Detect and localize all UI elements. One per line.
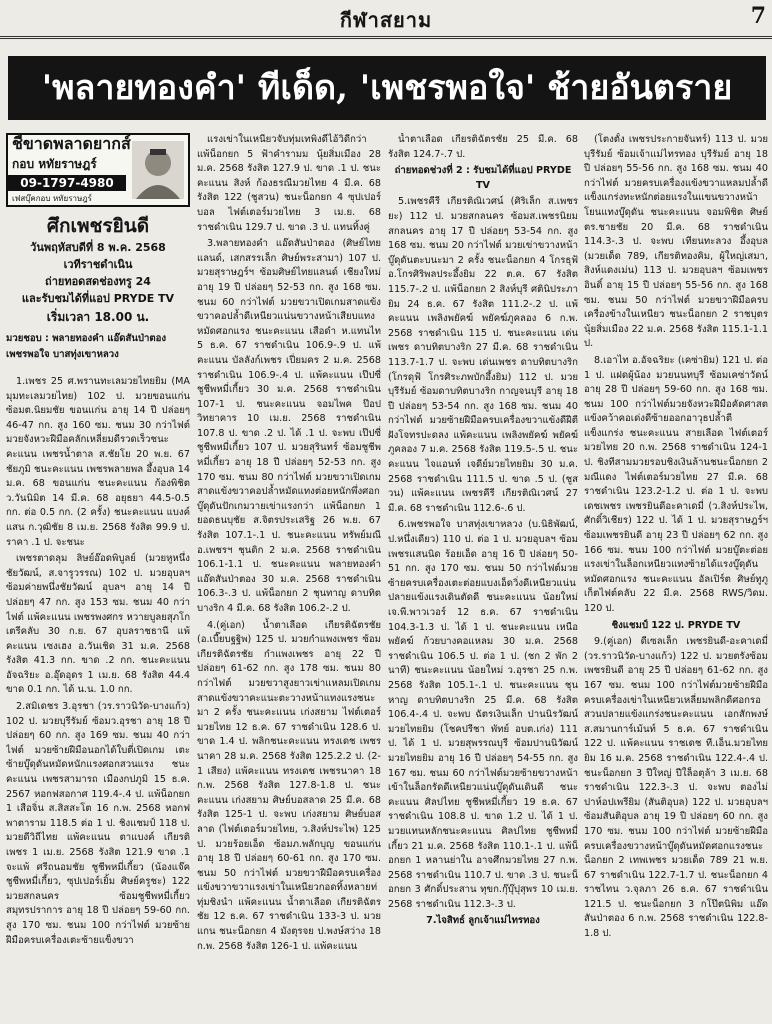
tip-1: พลายทองคำ แอ๊ดสันป่าตอง [52, 333, 167, 344]
columnist-name: กอบ หทัยราษฎร์ [12, 157, 97, 171]
column-4 [584, 133, 768, 1019]
columnist-phone: 09-1797-4980 [8, 175, 126, 191]
tips-label: มวยชอบ : [6, 333, 49, 344]
article-paragraph: 2.สมิเดชร 3.อุรชา (วร.ราวนิวัด-บางแก้ว) 102 ป. มวยบุรีรัมย์ ซ้อมว.อุรชา อายุ 18 ปี ปล่อยๆ 60 กก. สูง 169 ซม. ชนม 40 กว่าไฟต์ มวยซ้ายฝีมือนอกได้ใบตี่เปิดเกม เตะซ้ายบู๊ดุดันหมัดหนักแรงศอกสวนแรง ชนะคะแนน เพชรสามารถ เมืองกปภูมิ 15 ธ.ค. 2567 หอกฟสอกาศ 119.4-.4 ป. แพ้น็อกยก 1 เสือจิ่น ส.สิสสะโต 16 ก.พ. 2568 หอกฟพาตาราม 118.5 ต่อ 1 ป. ชิงแชมป์ 118 ป. มวยดีวิถีไทย แพ้คะแนน ตาแบงค์ เกียรติเพชร 1 เม.ย. 2568 รังสิต 121.9 ขาด .1 จะแพ้ ศรีถนอมชัย ชูชีพหมี่เกี้ยว (น้องแจ๊ค ชูชีพหมี่เกี้ยว, ซุปเปอร์เยิ้ม ศิษย์ครูชะ) 122 มวยสกลนคร ซ้อมชูชีพหมี่เกี้ยว สมุทรปราการ อายุ 18 ปี ปล่อยๆ 59-60 กก. สูง 170 ซม. ชนม 100 กว่าไฟต์ มวยซ้ายฝีมือครบเครื่องเตะซ้ายแข็งขวา [6, 701, 190, 946]
article-paragraph: 8.เอาไท อ.อัจฉริยะ (เคซ่ายิม) 121 ป. ต่อ 1 ป. แฝดผู้น้อง มวยนนทบุรี ซ้อมเคซ่าวัดน์ อายุ 28 ปี ปล่อยๆ 59-60 กก. สูง 168 ซม. ชนม 100 กว่าไฟต์มวยจังหวะฝีมือคัดศาสตแข้งคว้าคอเด่งดีซ้ายออกอาวุธปล้ำตีแข็งแกร่ง ชนะคะแนน สายเลือด ไฟต์เตอร์มวยไทย 20 ก.พ. 2568 ราชดำเนิน 124-1 ป. ชิงทีสามมวยรอบชิงเงินล้านชนะน็อกยก 2 มณีแดง ไฟต์เตอร์มวยไทย 27 มี.ค. 68 ราชดำเนิน 123.2-1.2 ป. ต่อ 1 ป. จะพบ เดชเพชร เพชรยินดีอะคาเดมี่ (ว.สิงห์ประไพ, ศักดิ์วิเชียร) 122 ป. ได้ 1 ป. มวยสุราษฎร์ฯ ซ้อมเพชรยินดี อายุ 23 ปี ปล่อยๆ 62 กก. สูง 166 ซม. ชนม 100 กว่าไฟต์ มวยบู๊ตะต่อยแรงเข่าในล็อกเหนียวแทงซ้ายได้แรงบู๊ดุดันหมัดศอกแรง ชนะคะแนน อัลเปิร์ต ศิษย์ทูภูเก็ตไฟต์คลับ 22 มี.ค. 2568 RWS/วิดม. 120 ป. [584, 354, 768, 614]
tip-2: เพชรพอใจ บาสทุ่งเขาหลวง [6, 349, 119, 360]
column-1 [6, 133, 190, 1019]
section-heading: ถ่ายทอดช่วงที่ 2 : รับชมได้ที่แอป PRYDE TV [394, 165, 572, 191]
article-paragraph: 6.เพชรพอใจ บาสทุ่งเขาหลวง (บ.นิธิพัฒน์, ป.หนึ่งเดียว) 110 ป. ต่อ 1 ป. มวยอุบลฯ ซ้อมเพชรแสนนิด ร้อยเอ็ด อายุ 16 ปี ปล่อยๆ 50-51 กก. สูง 170 ซม. ชนม 50 กว่าไฟต์มวยซ้ายครบเครื่องเตะต่อยแบงเอ็ดวิ่งดีเหนียวแน่นปลายแข้งแรงเดินตัดดี ชนะคะแนน น้อยใหม่ เจ.พี.พาวเวอร์ 12 ธ.ค. 67 ราชดำเนิน 104.3-1.3 ป. ได้ 1 ป. ชนะคะแนน เหนือพยัคฆ์ ก้วยบางคอแหลม 30 ม.ค. 2568 ราชดำเนิน 106.5 ป. ต่อ 1 ป. (ชก 2 พัก 2 นาที) ชนะคะแนน น้อยใหม่ ว.อุรชา 25 ก.พ. 2568 รังสิต 105.1-.1 ป. ชนะคะแนน ชุนหาญ ดาบทิตบางริก 25 มี.ค. 68 รังสิต 106.4-.4 ป. จะพบ ฉัตรเงินเล็ก ปานนิรวัฒน์มวยไทยยิม (โชคปรีชา พัทย์ อบต.เก่ง) 111 ป. ได้ 1 ป. มวยสุพรรณบุรี ซ้อมปานนิวัฒน์มวยไทยยิม อายุ 16 ปี ปล่อยๆ 54-55 กก. สูง 167 ซม. ชนม 60 กว่าไฟต์มวยซ้ายขวางหน้าเข้าในล็อกรัดดีเหนียวแน่นบู๊ดุดันเดินดี ชนะคะแนน ศิลปไทย ชูชีพหมี่เกี้ยว 19 ธ.ค. 67 ราชดำเนิน 108.8 ป. ขาด 1.2 ป. ได้ 1 ป. มวยแทนหลักชนะคะแนน ศิลปไทย ชูชีพหมี่เกี้ยว 21 ม.ค. 2568 รังสิต 110.1-.1 ป. แพ้น็อกยก 1 หลานย่าใน อาจศึกมวยไทย 27 ก.พ. 2568 ราชดำเนิน 110.7 ป. ขาด .3 ป. ชนะน็อกยก 3 ศักดิ์ประสาน ทุขก.กุ๊บุ๊ปุสุพร 10 เม.ย. 2568 ราชดำเนิน 112.3-.3 ป. [388, 519, 578, 910]
event-box [6, 213, 190, 327]
article-paragraph: เพชรตาดลุม ลิษย์อ๊อดพิบูลย์ (มวยหูหนึ่ง ชัยวัฒน์, ส.จารูวรรณ) 102 ป. มวยอุบลฯ ซ้อมค่ายพนึ่งชัยวัฒน์ อุบลฯ อายุ 14 ปี ปล่อยๆ 47 กก. สูง 153 ซม. ชนม 40 กว่าไฟต์ แพ้คะแนน เพชรพงศกร หวายบูลยสุภโกเตรีคลับ 30 ก.ย. 67 อุบลราชธานี แพ้คะแนน เซงเฮง อ.วันเชิด 31 ม.ค. 2568 รังสิต 41.3 กก. ขาด .2 กก. ชนะคะแนน อัจฉริยะ อ.อุ๊ดอุดร 1 เม.ย. 68 รังสิต 44.4 ขาด 0.1 กก. ได้ น.น. 1.0 กก. [6, 553, 190, 696]
article-paragraph: 3.พลายทองคำ แอ๊ดสันป่าตอง (ศิษย์ไทยแลนด์, เสกสรรเล็ก ศิษย์พระสามา) 107 ป. มวยสุราษฎร์ฯ ซ้อมศิษย์ไทยแลนด์ เชียงใหม่ อายุ 19 ปี ปล่อยๆ 52-53 กก. สูง 168 ซม. ชนม 60 กว่าไฟต์ มวยขวาเปิดเกมสาดแข้งขวาคอปล้ำดีเหนียวแน่นขวางหน้าเสียบแทงหมัดศอกแรง ชนะคะแนน เสือดำ ห.แทนไท 5 ธ.ค. 67 ราชดำเนิน 106.9-.9 ป. แพ้คะแนน บัลลังก์เพชร เปี่ยมคร 2 ม.ค. 2568 ราชดำเนิน 106.9-.4 ป. แพ้คะแนน เป๊ปซี่ ชูชีพหมี่เกี้ยว 30 ม.ค. 2568 ราชดำเนิน 107-1 ป. ชนะคะแนน จอมไพค ป๊อป วิทยาคาร 10 เม.ย. 2568 ราชดำเนิน 107.8 ป. ขาด .2 ป. ได้ .1 ป. จะพบ เป๊ปซี่ ชูชีพหมี่เกี้ยว 107 ป. มวยสุรินทร์ ซ้อมชูชีพหมี่เกี้ยว อายุ 18 ปี ปล่อยๆ 52-53 กก. สูง 170 ซม. ชนม 80 กว่าไฟต์ มวยขวาเปิดเกมสาดแข้งขวาคอปล้ำหมัดแทงต่อยหนักพึ่งศอกบู๊ดุดันปักเกมวายเข่าแรงกว่า แพ้น็อกยก 1 ยอดธนบุชัย ส.จิตรประเสริฐ 26 พ.ย. 67 รังสิต 107.1-.1 ป. ชนะคะแนน ทรัพย์มณี อ.เพชรฯ ชุนดิก 2 ม.ค. 2568 ราชดำเนิน 106.1-1.1 ป. ชนะคะแนน พลายทองคำ แอ๊ดสันป่าตอง 30 ม.ค. 2568 ราชดำเนิน 106.3-.3 ป. แพ้น็อกยก 2 ชุนทาญ ดาบทิตบางริก 4 มี.ค. 68 รังสิต 106.2-.2 ป. [197, 238, 381, 614]
article-paragraph: 1.เพชร 25 ศ.พรานทะเลมวยไทยยิม (MA มุมทะเลมวยไทย) 102 ป. มวยขอนแก่น ซ้อมต.นิยมชัย ขอนแก่น อายุ 14 ปี ปล่อยๆ 46-47 กก. สูง 160 ซม. ชนม 30 กว่าไฟต์ มวยจังหวะฝีมือคลักเหลี่ยมดีรวดเร็วชนะคะแนน เพชรน้ำตาล ส.ชัยโย 20 พ.ย. 67 ชัยภูมิ ชนะคะแนน เพชรพลายพล อึ้งอุบล 14 ม.ค. 68 ขอนแก่น ชนะคะแนน ก้องพิชิต ว.วันนิมิต 14 มี.ค. 68 อยุธยา 44.5-0.5 กก. ต่อ 0.5 กก. (2 ครั้ง) ชนะคะแนน แบงค์แสน ก.วุฒิชัย 8 เม.ย. 2568 รังสิต 99.9 ป. ราคา .1 ป. จะชนะ [6, 376, 190, 548]
bout-heading: 7.ไจสิทธ์ ลูกเจ้าแม่ไทรทอง [426, 915, 540, 927]
event-online: และรับชมได้ที่แอป PRYDE TV [21, 292, 175, 305]
event-broadcast: ถ่ายทอดสดช่องทรู 24 [45, 275, 151, 288]
tips-box [6, 331, 190, 363]
event-venue: เวทีราชดำเนิน [63, 258, 133, 271]
article-paragraph: 9.(คู่เอก) ดีเซลเล็ก เพชรยินดี-อะคาเดมี่ (วร.ราวนิวัด-บางแก้ว) 122 ป. มวยตรังซ้อมเพชรยินดี อายุ 25 ปี ปล่อยๆ 61-62 กก. สูง 167 ซม. ชนม 100 กว่าไฟต์มวยซ้ายฝีมือครบเครื่องเข่าในเหนียวเหลี่ยมพลิกดีศอกรอสวนปลายแข้งแกร่งชนะคะแนน เอกสักพงษ์ ส.สมานการ์เม้นท์ 5 ธ.ค. 67 ราชดำเนิน 122 ป. แพ้คะแนน ราชเดช ที.เอ็น.มวยไทยยิม 16 ม.ค. 2568 ราชดำเนิน 122.4-.4 ป. ชนะน็อกยก 3 ปีใหญ่ ปีใล็อตุล้า 3 เม.ย. 68 ราชดำเนิน 122.3-.3 ป. จะพบ ตองไม่ปาห์อปเพรียิม (สันติอุบล) 122 ป. มวยอุบลฯ ซ้อมสันติอุบล อายุ 19 ปี ปล่อยๆ 60 กก. สูง 170 ซม. ชนม 100 กว่าไฟต์ มวยซ้ายฝีมือครบเครื่องขวางหน้าบู๊ดุดันหมัดศอกแรงชนะน็อกยก 2 เทพเพชร มวยเด็ด 789 21 พ.ย. 67 ราชดำเนิน 122.7-1.7 ป. ชนะน็อกยก 4 ราชไทน ว.จุลภา 26 ธ.ค. 67 ราชดำเนิน 121.5 ป. ชนะน็อกยก 3 กโป๊ตนิพิม แอ๊ดสันป่าตอง 6 ก.พ. 2568 ราชดำเนิน 122.8-1.8 ป. [584, 636, 768, 940]
headline-banner: 'พลายทองคำ' ทีเด็ด, 'เพชรพอใจ' ช้ายอันตราย [8, 56, 766, 120]
article-paragraph: น้ำตาเลือด เกียรติฉัตรชัย 25 มี.ค. 68 รังสิต 124.7-.7 ป. [388, 134, 578, 160]
event-name: ศึกเพชรยินดี [46, 215, 150, 237]
page-number: 7 [750, 3, 766, 29]
masthead [0, 0, 772, 39]
columnist-facebook: เฟสบุ๊คกอบ หทัยราษฎร์ [12, 194, 92, 203]
column-3 [388, 133, 578, 1019]
column-logo [6, 133, 190, 207]
newspaper-title: กีฬาสยาม [339, 8, 433, 32]
article-paragraph: 4.(คู่เอก) น้ำตาเลือด เกียรติฉัตรชัย (อ.เบี๊ยบฐฐิพ) 125 ป. มวยกำแพงเพชร ซ้อมเกียรติฉัตรชัย กำแพงเพชร อายุ 22 ปี ปล่อยๆ 61-62 กก. สูง 178 ซม. ชนม 80 กว่าไฟต์ มวยขวาสูงยาวเข่าแหลมเปิดเกมสาดแข้งขวาคะแนะตะวางหน้าแทงแรงชนะมา 2 ครั้ง ชนะคะแนน เก่งสยาม ไฟต์เตอร์มวยไทย 12 ธ.ค. 67 ราชดำเนิน 128.6 ป. ขาด 1.4 ป. พลิกชนะคะแนน ทรงเดช เพชรนาคา 28 ม.ค. 2568 รังสิต 125.2.2 ป. (2-1 เสียง) แพ้คะแนน ทรงเดช เพชรนาคา 18 ก.พ. 2568 รังสิต 127.8-1.8 ป. ชนะคะแนน เก่งสยาม ศิษย์บอสลาด 25 มี.ค. 68 รังสิต 125-1 ป. จะพบ เก่งสยาม ศิษย์บอสลาด (ไฟต์เตอร์มวยไทย, ว.สิงห์ประไพ) 125 ป. มวยร้อยเอ็ด ซ้อมภ.พลักบุญ ขอนแก่น อายุ 18 ปี ปล่อยๆ 60-61 กก. สูง 170 ซม. ชนม 50 กว่าไฟต์ มวยขวาฝีมือครบเครื่องแข้งขวาขวาแรงเข่าในเหนียวกอดทิ้งหลายท่ทุ่มชิงนำ แพ้คะแนน น้ำตาเลือด เกียรติฉัตรชัย 12 ธ.ค. 67 ราชดำเนิน 133-3 ป. มวยแกน ชนะน็อกยก 4 มังตุรจย ป.พงษ์สว่าง 18 ก.พ. 2568 รังสิต 126-1 ป. แพ้คะแนน [197, 619, 381, 952]
section-heading: ชิงแชมป์ 122 ป. PRYDE TV [611, 619, 741, 631]
column-2 [197, 133, 381, 1019]
article-paragraph: แรงเข่าในเหนียวจับทุ่มเทพิงดีไอ้วิดีกว่า แพ้น็อกยก 5 ฟ้าคำรามม นุ้ยสิ่มเมือง 28 ม.ค. 2568 รังสิต 127.9 ป. ขาด .1 ป. ชนะคะแนน สิงห์ ก้องธรณีมวยไทย 4 มี.ค. 68 รังสิต 122 (ชูสวน) ชนะน็อกยก 4 ซุปเปอร์บอล ไฟต์เตอร์มวยไทย 3 เม.ย. 68 ราชดำเนิน 129.7 ป. ขาด .3 ป. แทนทิ้งคู่ [197, 134, 381, 233]
column-title: ชี้ขาดพลาดยากส์ [12, 134, 131, 153]
article-paragraph: 5.เพชรคีรี เกียรติณิเวศน์ (ศิริเล็ก ส.เพชรยะ) 112 ป. มวยสกลนคร ซ้อมส.เพชรนิยมสกลนคร อายุ 17 ปี ปล่อยๆ 53-54 กก. สูง 168 ซม. ชนม 20 กว่าไฟต์ มวยเข่าขวางหน้าบู๊ดุดันตะบนะมา 2 ครั้ง ชนะน็อกยก 4 โกรธุฟ้ อ.โกรศิริพลประอึ้งยิม 22 ต.ค. 67 รังสิต 115.7-.2 ป. แพ้น็อกยก 2 สิงห์บุรี ศตินิประภายิม 24 ธ.ค. 67 รังสิต 111.2-.2 ป. แพ้คะแนน เพลิงพยัคฆ์ พยัคฆ์ภูคลอง 6 ก.พ. 2568 ราชดำเนิน 115 ป. ชนะคะแนน เด่นเพชร ดาบทิตบางริก 27 มี.ค. 68 ราชดำเนิน 113.7-1.7 ป. จะพบ เด่นเพชร ดาบทิตบางริก (โกรดุฟ้ โกรศิระภพบักอึ้งยิม) 112 ป. มวยบุรีรัมย์ ซ้อมดาบทิตบางริก กาญจนบุรี อายุ 18 ปี ปล่อยๆ 53-54 กก. สูง 168 ซม. ชนม 40 กว่าไฟต์ มวยซ้ายฝีมือครบเครื่องขวาแข้งดีฝีตีฝังโจทรปะดลง แพ้คะแนน เพลิงพยัคฆ์ พยัคฆ์ภูคลอง 7 ม.ค. 2568 รังสิต 119.5-.5 ป. ชนะคะแนน ไจแอนท์ เจดีย์มวยไทยยิม 30 ม.ค. 2568 ราชดำเนิน 111.5 ป. ขาด .5 ป. (ชูสวน) แพ้คะแนน เพชรคีรี เกียรติณิเวศน์ 27 มี.ค. 68 ราชดำเนิน 112.6-.6 ป. [388, 196, 578, 514]
article-paragraph: (โตงตั้ง เพชรประกายจันทร์) 113 ป. มวยบุรีรัมย์ ซ้อมเจ้าแม่ไทรทอง บุรีรัมย์ อายุ 18 ปี ปล่อยๆ 55-56 กก. สูง 168 ซม. ชนม 40 กว่าไฟต์ มวยครบเครื่องแข้งขวาแหลมปล้ำดีแข็งแกร่งทะหนักต่อยแรงในแขนขวางหน้าโยนแทงบู๊ดุดัน ชนะคะแนน จอมพิชิต ศิษย์ ตร.ชายชัย 20 มี.ค. 68 ราชดำเนิน 114.3-.3 ป. จะพบ เทียนทะลวง อึ้งอุบล (มวยเด็ด 789, เกียรติทองคิม, ผู้ใหญ่เสมา, สิงห์แดงเม่น) 113 ป. มวยอุบลฯ ซ้อมเพชรอินดิ์ อายุ 15 ปี ปล่อยๆ 55-56 กก. สูง 168 ซม. ชนม 50 กว่าไฟต์ มวยขวาฝีมือครบเครื่องข้างในเหนียว ชนะน็อกยก 2 ราชบุตร นุ้ยสิ่มเมือง 22 ม.ค. 2568 รังสิต 115.1-1.1 ป. [584, 134, 768, 350]
columnist-photo [132, 141, 184, 199]
event-time: เริ่มเวลา 18.00 น. [46, 310, 150, 324]
event-date: วันพฤหัสบดีที่ 8 พ.ค. 2568 [30, 241, 166, 254]
